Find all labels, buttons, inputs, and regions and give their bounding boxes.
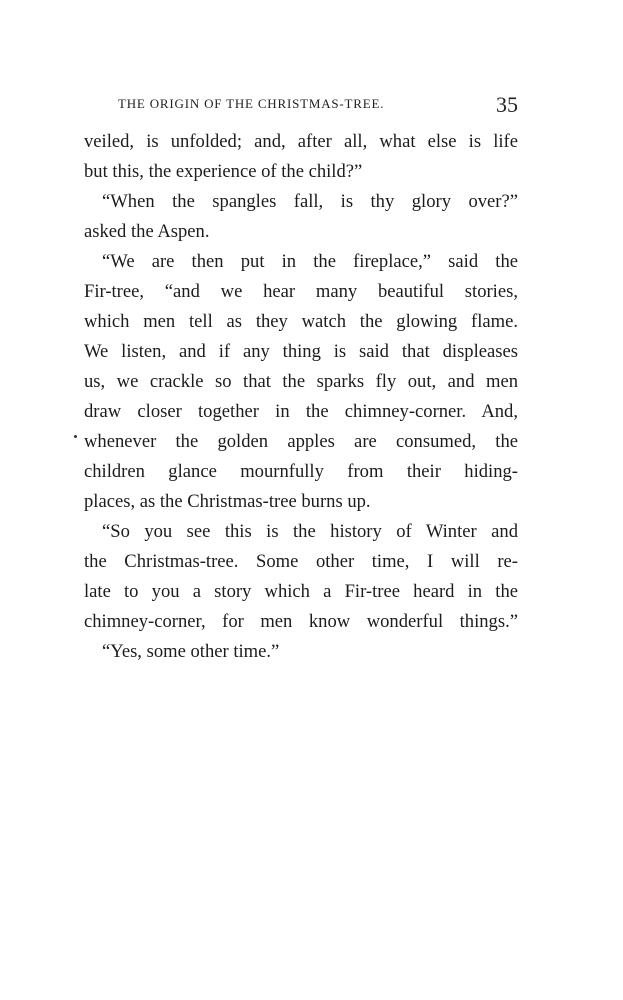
text-line: draw closer together in the chimney-corner. And, [84, 401, 518, 422]
text-line: veiled, is unfolded; and, after all, what else is life [84, 131, 518, 152]
text-line: “Yes, some other time.” [102, 641, 280, 662]
text-line: children glance mournfully from their hiding- [84, 461, 518, 482]
text-line: places, as the Christmas-tree burns up. [84, 491, 371, 512]
page-header [118, 92, 518, 120]
text-line: the Christmas-tree. Some other time, I will re- [84, 551, 518, 572]
text-line: but this, the experience of the child?” [84, 161, 363, 182]
text-line: “We are then put in the fireplace,” said the [102, 251, 518, 272]
text-line: late to you a story which a Fir-tree heard in the [84, 581, 518, 602]
text-line: us, we crackle so that the sparks fly out, and men [84, 371, 518, 392]
text-line: whenever the golden apples are consumed, the [84, 431, 518, 452]
running-head: THE ORIGIN OF THE CHRISTMAS-TREE. [118, 96, 385, 111]
text-line: chimney-corner, for men know wonderful things.” [84, 611, 518, 632]
text-line: “So you see this is the history of Winter and [102, 521, 518, 542]
margin-mark [74, 435, 77, 438]
text-line: We listen, and if any thing is said that displeases [84, 341, 518, 362]
text-line: Fir-tree, “and we hear many beautiful stories, [84, 281, 518, 302]
text-line: “When the spangles fall, is thy glory over?” [102, 191, 518, 212]
text-line: which men tell as they watch the glowing flame. [84, 311, 518, 332]
text-line: asked the Aspen. [84, 221, 210, 242]
page-number: 35 [496, 92, 518, 117]
